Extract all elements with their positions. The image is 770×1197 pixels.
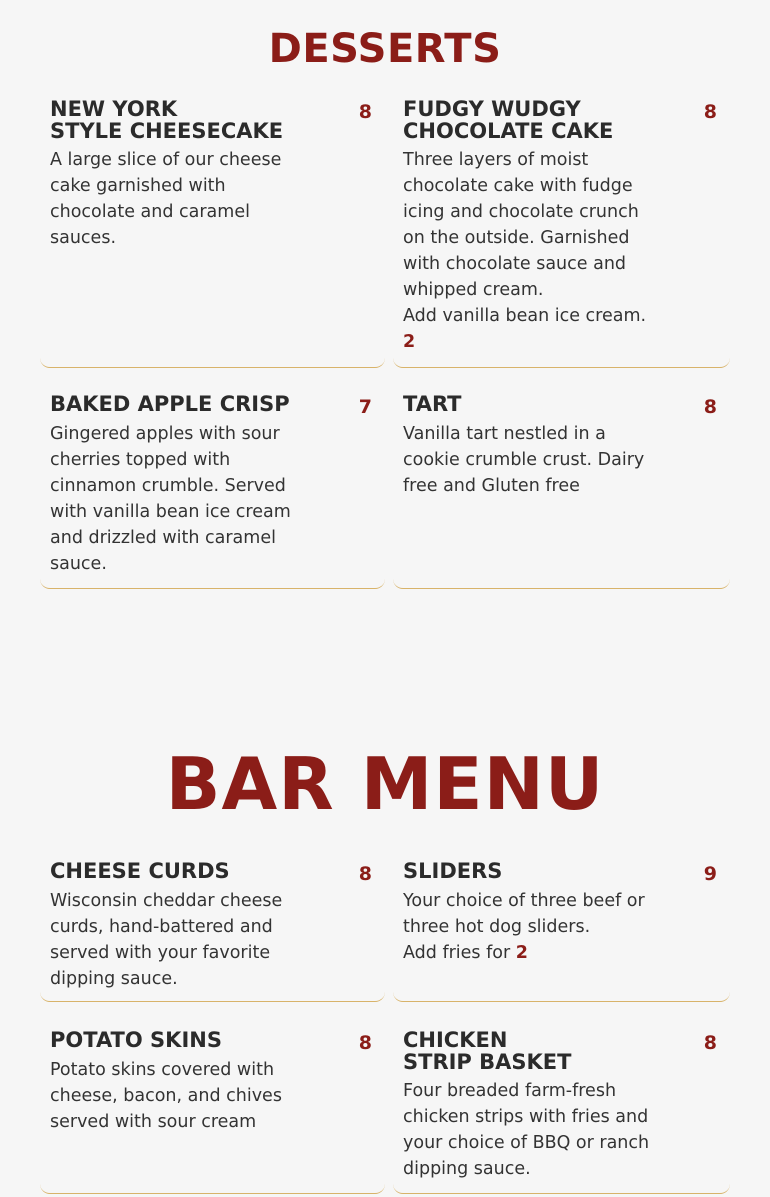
addon-price: 2 [403,332,416,352]
item-price: 7 [358,396,372,418]
item-name: CHEESE CURDS [50,859,230,883]
menu-item-chocolate-cake [393,98,730,368]
item-description: Four breaded farm-fresh chicken strips with fries and your choice of BBQ or ranch dipping sauce. [403,1081,650,1179]
item-name-line1: FUDGY WUDGY [403,97,581,121]
item-name-line1: CHICKEN [403,1028,508,1052]
item-name [50,98,350,142]
menu-item-sliders [393,860,730,1002]
item-name: POTATO SKINS [50,1028,222,1052]
item-description: A large slice of our cheese cake garnished with chocolate and caramel sauces. [50,150,282,248]
item-name [403,1029,703,1073]
item-price: 8 [703,1032,717,1054]
item-price: 8 [358,101,372,123]
item-description: Wisconsin cheddar cheese curds, hand-battered and served with your favorite dipping sauce. [50,891,283,989]
item-name: BAKED APPLE CRISP [50,392,290,416]
bar-menu-title: BAR MENU [165,742,605,826]
menu-item-tart [393,393,730,589]
menu-item-cheesecake [40,98,385,368]
item-price: 8 [358,1032,372,1054]
item-name: SLIDERS [403,859,503,883]
item-description: Vanilla tart nestled in a cookie crumble crust. Dairy free and Gluten free [403,424,645,496]
item-price: 8 [358,863,372,885]
item-name-line2: STYLE CHEESECAKE [50,119,284,143]
addon-price: 2 [515,943,528,963]
item-price: 8 [703,396,717,418]
item-description [403,147,663,355]
item-description [403,888,665,966]
menu-item-cheese-curds [40,860,385,1002]
addon-text: Add fries for [403,943,511,963]
item-price: 8 [703,101,717,123]
item-name [403,98,703,142]
menu-item-apple-crisp [40,393,385,589]
item-addon [403,303,663,355]
desserts-title: DESSERTS [268,26,502,72]
item-description-text: Your choice of three beef or three hot dog sliders. [403,891,645,937]
item-addon [403,940,665,966]
item-description: Potato skins covered with cheese, bacon, and chives served with sour cream [50,1060,282,1132]
item-name-line2: STRIP BASKET [403,1050,572,1074]
menu-item-potato-skins [40,1029,385,1194]
item-description: Gingered apples with sour cherries topped with cinnamon crumble. Served with vanilla bean ice cream and drizzled with caramel sauce. [50,424,291,574]
item-name: TART [403,392,462,416]
menu-item-chicken-strips [393,1029,730,1194]
addon-text: Add vanilla bean ice cream. [403,306,647,326]
item-name-line2: CHOCOLATE CAKE [403,119,614,143]
item-name-line1: NEW YORK [50,97,178,121]
item-price: 9 [703,863,717,885]
item-description-text: Three layers of moist chocolate cake with fudge icing and chocolate crunch on the outside. Garnished with chocolate sauce and whipped cream. [403,150,639,300]
